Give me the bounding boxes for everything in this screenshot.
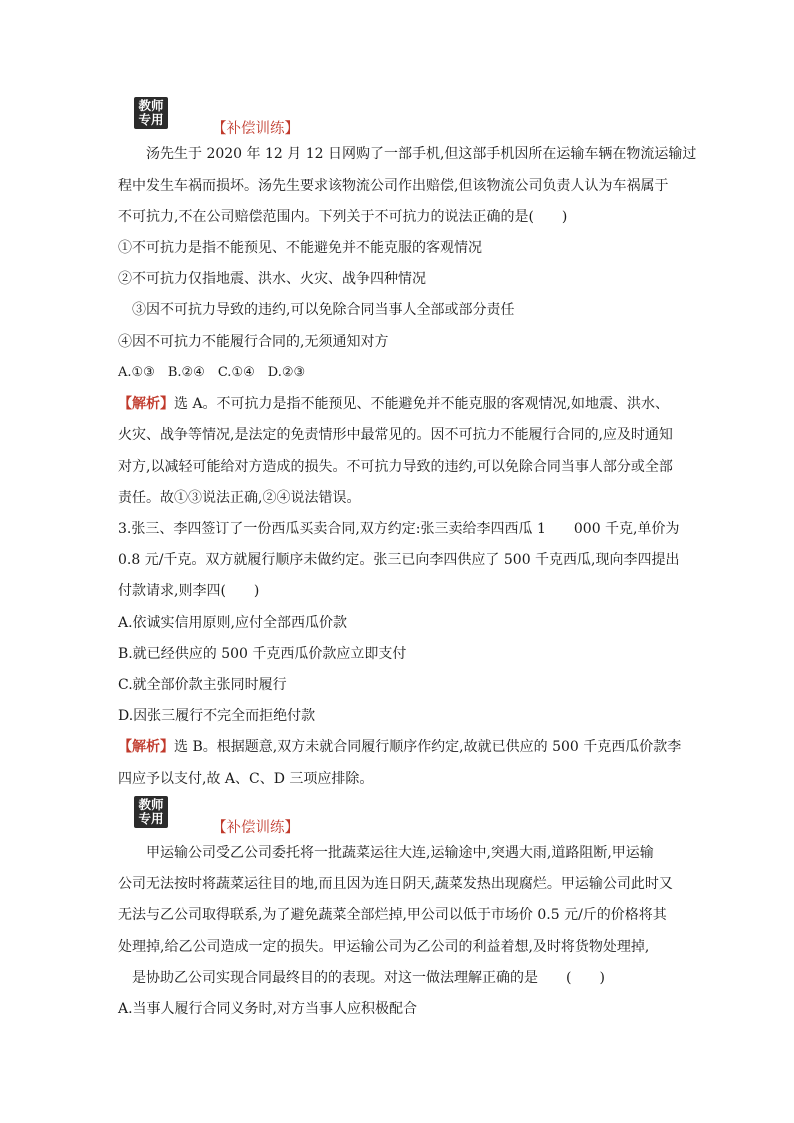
s1-analysis-2: 火灾、战争等情况,是法定的免责情形中最常见的。因不可抗力不能履行合同的,应及时通知 bbox=[118, 427, 673, 443]
q3-line-2: 0.8 元/千克。双方就履行顺序未做约定。张三已向李四供应了 500 千克西瓜,现向李四提出 bbox=[118, 552, 680, 568]
teacher-only-badge-2 bbox=[134, 796, 168, 828]
q3-option-b: B.就已经供应的 500 千克西瓜价款应立即支付 bbox=[118, 646, 407, 662]
q3-analysis-1 bbox=[118, 738, 681, 756]
compensation-training-label: 【补偿训练】 bbox=[212, 121, 299, 137]
badge-line-1: 教师 bbox=[138, 98, 164, 113]
s2-line-4: 处理掉,给乙公司造成一定的损失。甲运输公司为乙公司的利益着想,及时将货物处理掉, bbox=[118, 939, 650, 955]
analysis-label: 【解析】 bbox=[118, 739, 174, 755]
q3-analysis-text-1: 选 B。根据题意,双方未就合同履行顺序作约定,故就已供应的 500 千克西瓜价款李 bbox=[174, 739, 682, 755]
s1-line-1: 汤先生于 2020 年 12 月 12 日网购了一部手机,但这部手机因所在运输车辆在物流运输过 bbox=[146, 146, 697, 162]
q3-analysis-2: 四应予以支付,故 A、C、D 三项应排除。 bbox=[118, 771, 374, 787]
s2-line-3: 无法与乙公司取得联系,为了避免蔬菜全部烂掉,甲公司以低于市场价 0.5 元/斤的价格将其 bbox=[118, 907, 667, 923]
s1-line-6: ③因不可抗力导致的违约,可以免除合同当事人全部或部分责任 bbox=[132, 302, 515, 318]
s1-analysis-1 bbox=[118, 395, 669, 413]
analysis-label: 【解析】 bbox=[118, 396, 174, 412]
s2-line-1: 甲运输公司受乙公司委托将一批蔬菜运往大连,运输途中,突遇大雨,道路阻断,甲运输 bbox=[146, 845, 654, 861]
s1-line-2: 程中发生车祸而损坏。汤先生要求该物流公司作出赔偿,但该物流公司负责人认为车祸属于 bbox=[118, 178, 669, 194]
s1-line-4: ①不可抗力是指不能预见、不能避免并不能克服的客观情况 bbox=[118, 240, 482, 256]
s1-analysis-4: 责任。故①③说法正确,②④说法错误。 bbox=[118, 490, 361, 506]
s1-analysis-3: 对方,以减轻可能给对方造成的损失。不可抗力导致的违约,可以免除合同当事人部分或全部 bbox=[118, 459, 673, 475]
s1-line-7: ④因不可抗力不能履行合同的,无须通知对方 bbox=[118, 334, 389, 350]
s1-analysis-text-1: 选 A。不可抗力是指不能预见、不能避免并不能克服的客观情况,如地震、洪水、 bbox=[174, 396, 670, 412]
q3-line-3: 付款请求,则李四( ) bbox=[118, 583, 260, 599]
s2-line-5: 是协助乙公司实现合同最终目的的表现。对这一做法理解正确的是 ( ) bbox=[132, 970, 605, 986]
badge-line-2: 专用 bbox=[138, 112, 164, 127]
q3-line-1: 3.张三、李四签订了一份西瓜买卖合同,双方约定:张三卖给李四西瓜 1 000 千克,单价为 bbox=[118, 521, 680, 537]
compensation-training-label-2: 【补偿训练】 bbox=[212, 820, 299, 836]
teacher-only-badge bbox=[134, 97, 168, 129]
s2-option-a: A.当事人履行合同义务时,对方当事人应积极配合 bbox=[118, 1001, 418, 1017]
q3-option-d: D.因张三履行不完全而拒绝付款 bbox=[118, 708, 316, 724]
s1-line-5: ②不可抗力仅指地震、洪水、火灾、战争四种情况 bbox=[118, 271, 426, 287]
s1-options: A.①③ B.②④ C.①④ D.②③ bbox=[118, 365, 306, 380]
badge-line-1: 教师 bbox=[138, 797, 164, 812]
q3-option-a: A.依诚实信用原则,应付全部西瓜价款 bbox=[118, 615, 348, 631]
s1-line-3: 不可抗力,不在公司赔偿范围内。下列关于不可抗力的说法正确的是( ) bbox=[118, 209, 568, 225]
badge-line-2: 专用 bbox=[138, 811, 164, 826]
q3-option-c: C.就全部价款主张同时履行 bbox=[118, 677, 287, 693]
s2-line-2: 公司无法按时将蔬菜运往目的地,而且因为连日阴天,蔬菜发热出现腐烂。甲运输公司此时又 bbox=[118, 876, 673, 892]
